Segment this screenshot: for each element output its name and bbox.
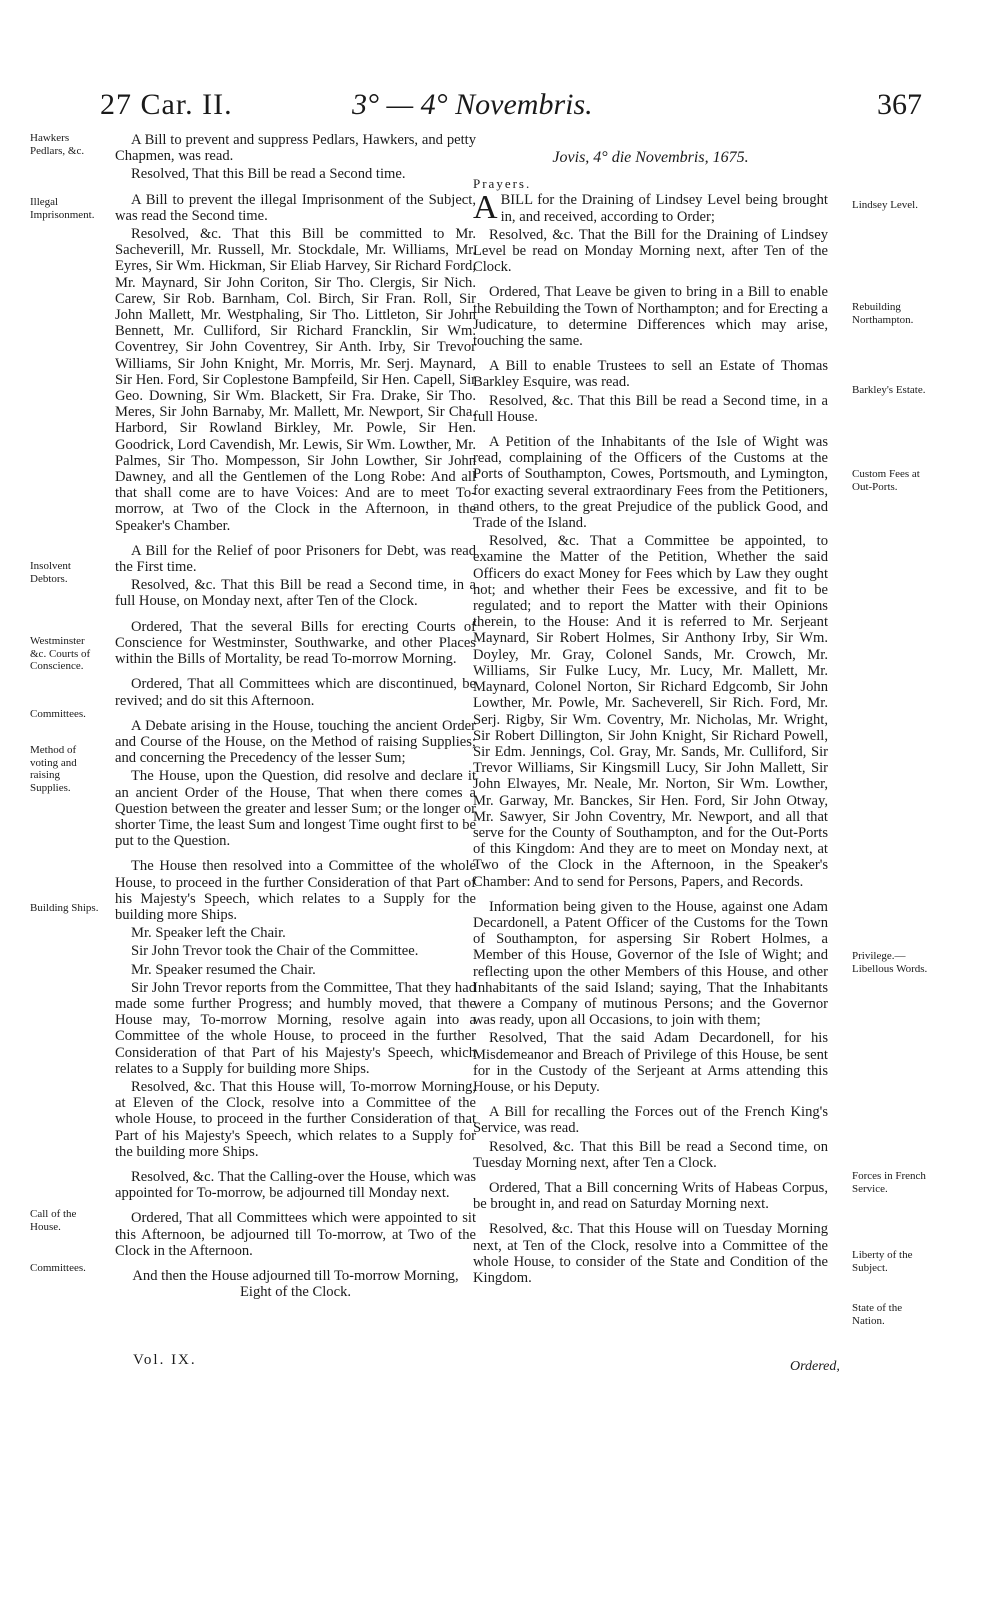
margin-note: Committees. bbox=[30, 1262, 86, 1274]
margin-note: Privilege.— Libellous Words. bbox=[852, 950, 928, 975]
adjournment-line: And then the House adjourned till To-morrow Morning, Eight of the Clock. bbox=[132, 1268, 459, 1301]
margin-note: Insolvent Debtors. bbox=[30, 560, 71, 585]
margin-note: Hawkers Pedlars, &c. bbox=[30, 132, 85, 157]
prayers-heading: Prayers. bbox=[473, 176, 532, 192]
paragraph: The House, upon the Question, did resolve and declare it an ancient Order of the House, That when there comes a Question between the greater and lesser Sum; or the longer or shorter Time, the least Sum and longest Time ought first to be put to the Question. bbox=[115, 768, 476, 850]
paragraph: Resolved, &c. That the Calling-over the House, which was appointed for To-morrow, be adjourned till Monday next. bbox=[115, 1168, 476, 1202]
regnal-year: 27 Car. II. bbox=[100, 88, 233, 121]
paragraph: Resolved, &c. That this Bill be read a Second time, in a full House. bbox=[473, 392, 828, 425]
paragraph: A Petition of the Inhabitants of the Isle of Wight was read, complaining of the Officers of the Customs at the Ports of Southampton, Cowes, Portsmouth, and Lymington, for exacting several extraordinary Fees from the Petitioners, and others, to the great Prejudice of the publick Good, and Trade of the Island. bbox=[473, 434, 828, 532]
paragraph: A Debate arising in the House, touching the ancient Order and Course of the House, on the Method of raising Supplies; and concerning the Precedency of the lesser Sum; bbox=[115, 717, 476, 767]
header-date: 3° — 4° Novembris. bbox=[352, 88, 593, 121]
catchword: Ordered, bbox=[790, 1359, 840, 1374]
paragraph: A Bill to prevent and suppress Pedlars, Hawkers, and petty Chapmen, was read. bbox=[115, 132, 476, 165]
paragraph: A Bill to prevent the illegal Imprisonment of the Subject, was read the Second time. bbox=[115, 191, 476, 224]
paragraph: Ordered, That all Committees which are discontinued, be revived; and do sit this Afternoon. bbox=[115, 676, 476, 709]
paragraph-text: BILL for the Draining of Lindsey Level being brought in, and received, according to Order; bbox=[500, 192, 828, 225]
paragraph: Resolved, That the said Adam Decardonell, for his Misdemeanor and Breach of Privilege of this House, be sent for in the Custody of the Serjeant at Arms attending this House, or his Deputy. bbox=[473, 1030, 828, 1095]
paragraph: Mr. Speaker left the Chair. bbox=[131, 925, 286, 942]
paragraph: Resolved, &c. That this House will, To-morrow Morning, at Eleven of the Clock, resolve into a Committee of the whole House, to proceed in the further Consideration of that Part of his Majesty's Speech, which relates to a Supply for the building more Ships. bbox=[115, 1078, 476, 1160]
paragraph: Ordered, That Leave be given to bring in a Bill to enable the Rebuilding the Town of Northampton; and for Erecting a Judicature, to determine Differences which may arise, touching the same. bbox=[473, 284, 828, 350]
dateline: Jovis, 4° die Novembris, 1675. bbox=[552, 149, 749, 166]
paragraph: Mr. Speaker resumed the Chair. bbox=[131, 961, 316, 978]
margin-note: Method of voting and raising Supplies. bbox=[30, 744, 77, 794]
paragraph: Ordered, That all Committees which were appointed to sit this Afternoon, be adjourned till To-morrow, at Two of the Clock in the Afternoon. bbox=[115, 1210, 476, 1259]
paragraph: Ordered, That the several Bills for erecting Courts of Conscience for Westminster, Southwarke, and other Places within the Bills of Mortality, be read To-morrow Morning. bbox=[115, 618, 476, 668]
margin-note: Forces in French Service. bbox=[852, 1170, 926, 1195]
margin-note: Barkley's Estate. bbox=[852, 384, 926, 396]
margin-note: Liberty of the Subject. bbox=[852, 1249, 913, 1274]
paragraph: Resolved, &c. That this Bill be committed to Mr. Sacheverill, Mr. Russell, Mr. Stockdale, Mr. Williams, Mr. Eyres, Sir Wm. Hickman, Sir Eliab Harvey, Sir Richard Ford, Mr. Maynard, Sir John Coriton, Sir Tho. Clergis, Sir Nich. Carew, Sir Rob. Barnham, Col. Birch, Sir Fran. Roll, Sir John Mallett, Mr. Westphaling, Sir Tho. Littleton, Sir John Bennett, Mr. Culliford, Sir Richard Francklin, Sir Wm. Coventrey, Sir John Coventrey, Sir Anth. Irby, Sir Trevor Williams, Sir John Knight, Mr. Morris, Mr. Serj. Maynard, Sir Hen. Ford, Sir Coplestone Bampfeild, Sir Hen. Capell, Sir Geo. Downing, Sir Wm. Blackett, Sir Fra. Drake, Sir Tho. Meres, Sir John Barnaby, Mr. Mallett, Mr. Newport, Sir Cha. Harbord, Sir Rowland Birkley, Mr. Powle, Sir Hen. Goodrick, Lord Cavendish, Mr. Lewis, Sir Wm. Lowther, Mr. Palmes, Sir Tho. Mompesson, Sir John Lowther, Sir John Dawney, and all the Gentlemen of the Long Robe: And all that shall come are to have Voices: And are to meet To-morrow, at Two of the Clock in the Afternoon, in the Speaker's Chamber. bbox=[115, 226, 476, 534]
paragraph: A Bill for recalling the Forces out of the French King's Service, was read. bbox=[473, 1104, 828, 1137]
paragraph bbox=[473, 189, 828, 227]
paragraph: Sir John Trevor reports from the Committee, That they had made some further Progress; and humbly moved, that the House may, To-morrow Morning, resolve again into a Committee of the whole House, to proceed in the further Consideration of that Part of his Majesty's Speech, which relates to a Supply for building more Ships. bbox=[115, 979, 476, 1077]
margin-note: Committees. bbox=[30, 708, 86, 720]
margin-note: Westminster &c. Courts of Conscience. bbox=[30, 635, 91, 672]
paragraph: Resolved, &c. That this Bill be read a Second time, in a full House, on Monday next, after Ten of the Clock. bbox=[115, 577, 476, 610]
margin-note: Call of the House. bbox=[30, 1208, 77, 1233]
paragraph: Resolved, &c. That this Bill be read a Second time, on Tuesday Morning next, after Ten a Clock. bbox=[473, 1138, 828, 1171]
paragraph: Sir John Trevor took the Chair of the Committee. bbox=[131, 943, 419, 960]
drop-cap: A bbox=[473, 189, 498, 227]
running-header bbox=[0, 88, 992, 128]
paragraph: Information being given to the House, against one Adam Decardonell, a Patent Officer of the Customs for the Town of Southampton, for aspersing Sir Robert Holmes, a Member of this House, Governor of the Isle of Wight; and reflecting upon the other Members of this House, and other Inhabitants of the said Island; saying, That the Inhabitants were a Company of mutinous Persons; and the Governor was ready, upon all Occasions, to join with them; bbox=[473, 898, 828, 1029]
left-column bbox=[115, 132, 476, 1309]
paragraph: Resolved, &c. That a Committee be appointed, to examine the Matter of the Petition, Whether the said Officers do exact Money for Fees which by Law they ought not; and whether their Fees be excessive, and fit to be regulated; and to report the Matter with their Opinions therein, to the House: And it is referred to Mr. Serjeant Maynard, Sir Robert Holmes, Sir Anthony Irby, Sir Wm. Doyley, Mr. Gray, Colonel Sands, Mr. Crowch, Mr. Williams, Sir Fulke Lucy, Mr. Lucy, Mr. Mallett, Mr. Maynard, Colonel Norton, Sir Richard Edgcomb, Sir John Lowther, Mr. Powle, Mr. Sacheverell, Sir Rich. Ford, Mr. Serj. Rigby, Sir Wm. Coventry, Mr. Nicholas, Mr. Wright, Sir Robert Dillington, Sir John Knight, Sir Richard Powell, Sir Edm. Jennings, Col. Gray, Mr. Sands, Mr. Culliford, Sir Trevor Williams, Sir Kingsmill Lucy, Sir John Mallett, Sir John Elwayes, Mr. Neale, Mr. Norton, Sir Wm. Lowther, Mr. Garway, Mr. Banckes, Sir Hen. Ford, Sir John Otway, Mr. Sawyer, Sir John Coventry, Mr. Newport, and all that serve for the County of Southampton, and for the Out-Ports of this Kingdom: And they are to meet on Monday next, at Two of the Clock in the Afternoon, in the Speaker's Chamber: And to send for Persons, Papers, and Records. bbox=[473, 533, 828, 890]
margin-note: Rebuilding Northampton. bbox=[852, 301, 914, 326]
paragraph: Resolved, &c. That the Bill for the Draining of Lindsey Level be read on Monday Morning next, after Ten of the Clock. bbox=[473, 226, 828, 276]
volume-signature: Vol. IX. bbox=[133, 1352, 197, 1368]
paragraph: Resolved, That this Bill be read a Second time. bbox=[131, 166, 406, 183]
margin-note: Custom Fees at Out-Ports. bbox=[852, 468, 920, 493]
right-column bbox=[473, 150, 828, 1295]
margin-note: Building Ships. bbox=[30, 902, 99, 914]
page-number: 367 bbox=[877, 88, 922, 121]
margin-note: State of the Nation. bbox=[852, 1302, 903, 1327]
paragraph: Resolved, &c. That this House will on Tuesday Morning next, at Ten of the Clock, resolve into a Committee of the whole House, to consider of the State and Condition of the Kingdom. bbox=[473, 1221, 828, 1286]
paragraph: A Bill to enable Trustees to sell an Estate of Thomas Barkley Esquire, was read. bbox=[473, 358, 828, 391]
margin-note: Lindsey Level. bbox=[852, 199, 918, 211]
margin-note: Illegal Imprisonment. bbox=[30, 196, 95, 221]
paragraph: Ordered, That a Bill concerning Writs of Habeas Corpus, be brought in, and read on Saturday Morning next. bbox=[473, 1179, 828, 1213]
paragraph: A Bill for the Relief of poor Prisoners for Debt, was read the First time. bbox=[115, 542, 476, 576]
paragraph: The House then resolved into a Committee of the whole House, to proceed in the further Consideration of that Part of his Majesty's Speech, which relates to a Supply for the building more Ships. bbox=[115, 858, 476, 923]
